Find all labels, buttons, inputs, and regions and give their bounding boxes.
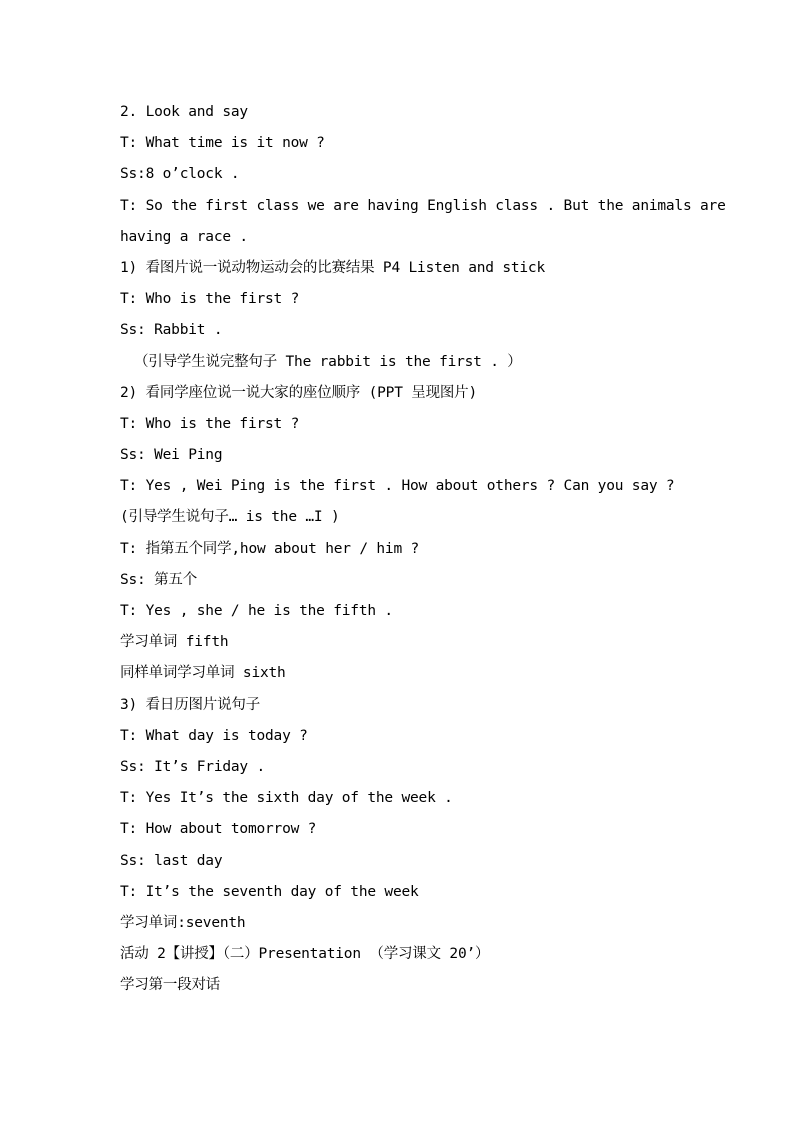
- dialogue-line: having a race .: [120, 228, 248, 245]
- instruction-note: （引导学生说完整句子 The rabbit is the first . ）: [134, 353, 522, 370]
- dialogue-line: T: Who is the first ?: [120, 415, 300, 432]
- dialogue-line: Ss:8 o’clock .: [120, 166, 240, 183]
- instruction-note: (引导学生说句子… is the …I ): [120, 509, 340, 526]
- dialogue-line: T: So the first class we are having English class . But the animals are: [120, 197, 726, 214]
- step-heading: 3) 看日历图片说句子: [120, 696, 260, 713]
- document-body: [120, 97, 726, 1001]
- activity-heading: 活动 2【讲授】（二）Presentation （学习课文 20’）: [120, 946, 490, 963]
- vocabulary-line: 学习单词:seventh: [120, 914, 246, 931]
- dialogue-line: T: How about tomorrow ?: [120, 821, 317, 838]
- dialogue-line: T: 指第五个同学,how about her / him ?: [120, 540, 420, 557]
- vocabulary-line: 学习单词 fifth: [120, 634, 229, 651]
- section-heading-look-and-say: 2. Look and say: [120, 104, 248, 120]
- dialogue-line: Ss: It’s Friday .: [120, 758, 266, 775]
- dialogue-line: Ss: last day: [120, 852, 223, 869]
- dialogue-line: T: Yes , she / he is the fifth .: [120, 603, 393, 619]
- dialogue-line: T: What time is it now ?: [120, 135, 325, 152]
- dialogue-line: T: Yes It’s the sixth day of the week .: [120, 790, 453, 807]
- dialogue-line: T: It’s the seventh day of the week: [120, 883, 419, 900]
- dialogue-line: T: Who is the first ?: [120, 291, 300, 308]
- dialogue-line: Ss: 第五个: [120, 571, 198, 588]
- dialogue-line: Ss: Rabbit .: [120, 322, 223, 339]
- dialogue-line: T: What day is today ?: [120, 727, 308, 744]
- vocabulary-line: 同样单词学习单词 sixth: [120, 665, 286, 682]
- step-heading: 2) 看同学座位说一说大家的座位顺序 (PPT 呈现图片): [120, 384, 477, 401]
- activity-subheading: 学习第一段对话: [120, 977, 221, 994]
- dialogue-line: Ss: Wei Ping: [120, 447, 223, 464]
- step-heading: 1) 看图片说一说动物运动会的比赛结果 P4 Listen and stick: [120, 259, 545, 276]
- dialogue-line: T: Yes , Wei Ping is the first . How about others ? Can you say ?: [120, 478, 675, 495]
